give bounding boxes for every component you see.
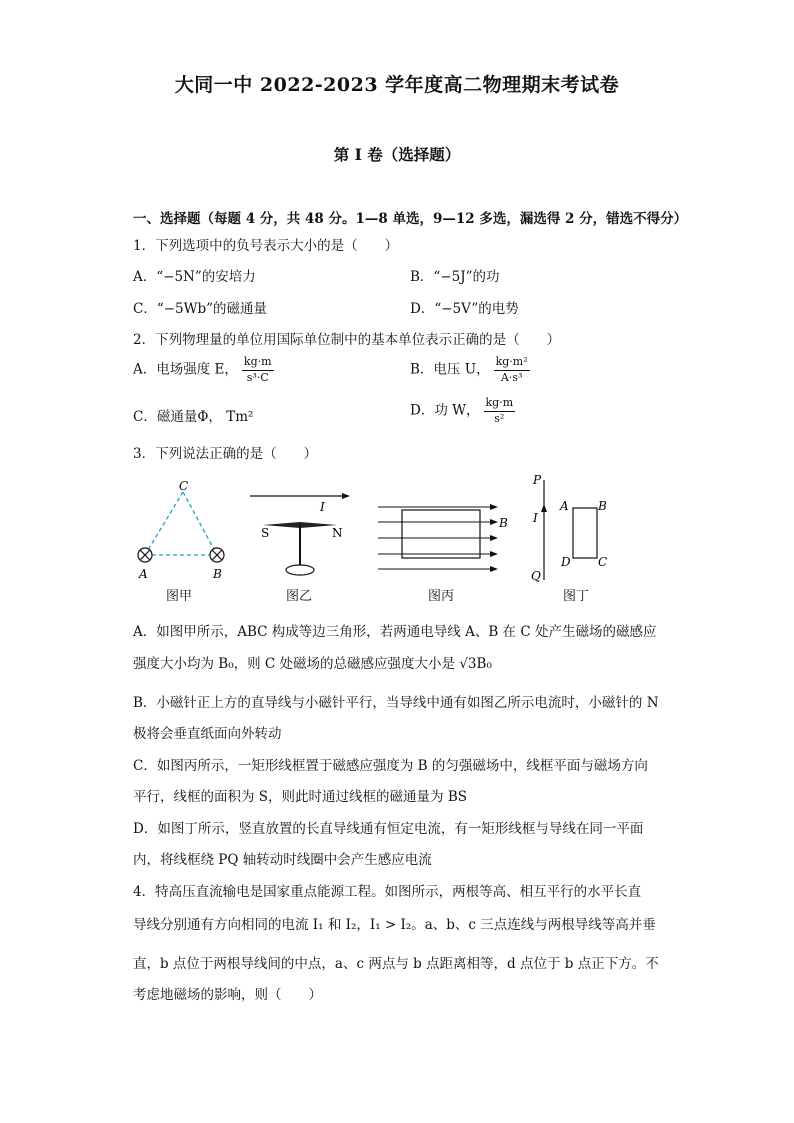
q2-option-a-fraction: $\frac{kg\cdot m}{\text{s³·C}}$ xyxy=(243,355,272,384)
fig4-label-q: Q xyxy=(531,569,541,583)
q4-line1: 4．特高压直流输电是国家重点能源工程。如图所示，两根等高、相互平行的水平长直 xyxy=(133,884,642,900)
q3-stem: 3．下列说法正确的是（ ） xyxy=(133,446,318,462)
q4-line3: 直，b 点位于两根导线间的中点，a、c 两点与 b 点距离相等，d 点位于 b 点正下方。不 xyxy=(133,956,659,972)
q1-option-c: C．“−5Wb”的磁通量 xyxy=(133,301,268,317)
fig3-frame xyxy=(402,510,480,558)
fig-caption-yi: 图乙 xyxy=(286,589,313,604)
figure-jia xyxy=(138,479,224,581)
fig2-south-label: S xyxy=(261,526,270,540)
q1-option-a: A．“−5N”的安培力 xyxy=(133,269,256,285)
q2-option-c: C．磁通量Φ， Tm² xyxy=(133,409,254,425)
fig2-north-label: N xyxy=(332,526,343,540)
q3-option-a-line2: 强度大小均为 B₀，则 C 处磁场的总磁感应强度大小是 √3B₀ xyxy=(133,656,492,672)
fig3-field-label: B xyxy=(499,516,508,530)
figure-yi xyxy=(250,493,350,575)
section-heading: 一、选择题（每题 4 分，共 48 分。1—8 单选，9—12 多选，漏选得 2 分，错选不得分） xyxy=(133,211,688,227)
fig2-current-label: I xyxy=(320,500,325,514)
q2-option-d xyxy=(410,397,515,425)
fig4-label-i: I xyxy=(533,511,538,525)
fig-caption-ding: 图丁 xyxy=(563,589,590,604)
q3-option-a-line1: A．如图甲所示，ABC 构成等边三角形，若两通电导线 A、B 在 C 处产生磁场的磁感应 xyxy=(133,624,657,640)
fig4-label-c: C xyxy=(598,555,608,569)
q2-option-d-label: D．功 W， xyxy=(410,402,480,419)
exam-title: 大同一中 2022-2023 学年度高二物理期末考试卷 xyxy=(174,74,620,96)
q3-option-b-line1: B．小磁针正上方的直导线与小磁针平行，当导线中通有如图乙所示电流时，小磁针的 N xyxy=(133,695,659,711)
fig4-label-p: P xyxy=(533,473,542,487)
fig1-point-c: C xyxy=(179,479,189,493)
q2-option-a xyxy=(133,356,274,384)
q4-line2: 导线分别通有方向相同的电流 I₁ 和 I₂，I₁ > I₂。a、b、c 三点连线与两根导线等高并垂 xyxy=(133,917,656,933)
q3-figures xyxy=(120,470,680,605)
q3-option-b-line2: 极将会垂直纸面向外转动 xyxy=(133,726,282,742)
q3-option-c-line2: 平行，线框的面积为 S，则此时通过线框的磁通量为 BS xyxy=(133,789,467,805)
fig1-point-a: A xyxy=(139,567,148,581)
fig1-point-b: B xyxy=(213,567,222,581)
fig4-label-d: D xyxy=(561,555,571,569)
q2-option-d-fraction: $\frac{kg\cdot m}{\text{s²}}$ xyxy=(485,396,514,425)
q1-option-d: D．“−5V”的电势 xyxy=(410,301,519,317)
q2-option-a-label: A．电场强度 E， xyxy=(133,361,238,378)
q3-option-d-line1: D．如图丁所示，竖直放置的长直导线通有恒定电流，有一矩形线框与导线在同一平面 xyxy=(133,821,644,837)
fig-caption-bing: 图丙 xyxy=(428,589,455,604)
fig4-label-b: B xyxy=(598,499,607,513)
q3-option-c-line1: C．如图丙所示，一矩形线框置于磁感应强度为 B 的匀强磁场中，线框平面与磁场方向 xyxy=(133,758,648,774)
fig4-label-a: A xyxy=(560,499,569,513)
q1-stem: 1．下列选项中的负号表示大小的是（ ） xyxy=(133,238,399,254)
q4-line4: 考虑地磁场的影响，则（ ） xyxy=(133,987,322,1003)
figure-ding xyxy=(531,473,607,583)
q2-stem: 2．下列物理量的单位用国际单位制中的基本单位表示正确的是（ ） xyxy=(133,332,561,348)
fig-caption-jia: 图甲 xyxy=(166,589,193,604)
volume-heading: 第 I 卷（选择题） xyxy=(333,145,461,164)
q2-option-b-label: B．电压 U， xyxy=(410,361,490,378)
q2-option-b-fraction: $\frac{\text{kg·m²}}{\text{A·s³}}$ xyxy=(495,355,528,384)
fig4-frame xyxy=(573,508,597,558)
q2-option-b xyxy=(410,356,530,384)
figure-bing xyxy=(378,504,508,572)
q3-option-d-line2: 内，将线框绕 PQ 轴转动时线圈中会产生感应电流 xyxy=(133,852,432,868)
q1-option-b: B．“−5J”的功 xyxy=(410,269,500,285)
